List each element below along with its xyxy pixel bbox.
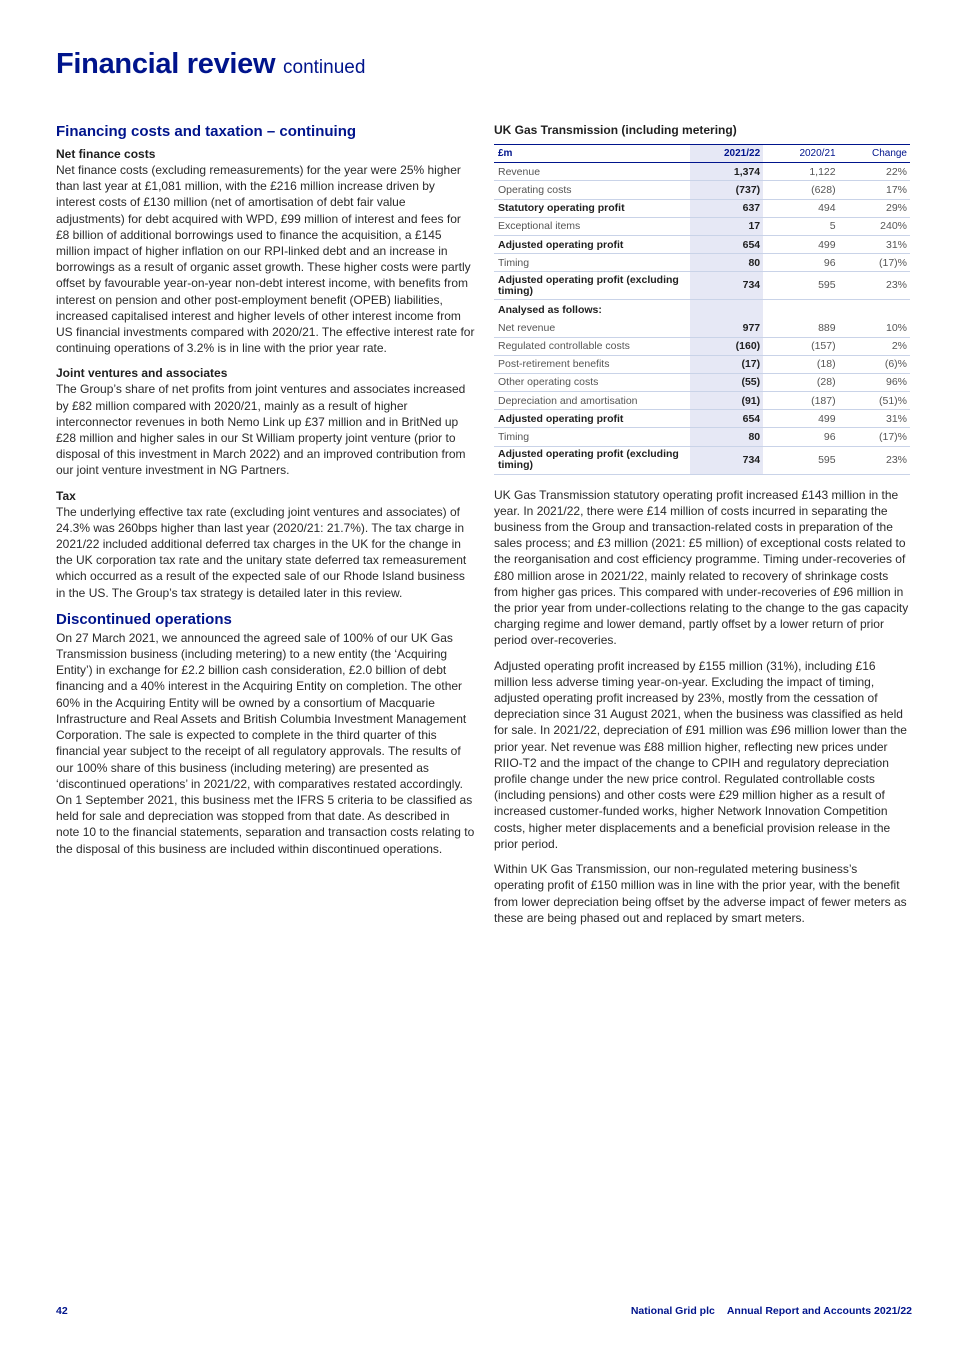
row-label: Adjusted operating profit xyxy=(494,410,690,428)
subheading-net-finance-costs: Net finance costs xyxy=(56,147,156,161)
table-row xyxy=(494,446,910,474)
cell-change: 22% xyxy=(839,163,910,181)
column-header: Change xyxy=(839,145,910,163)
table-row xyxy=(494,410,910,428)
table-row xyxy=(494,272,910,300)
cell-2020-21: (187) xyxy=(763,392,838,410)
table-row xyxy=(494,181,910,199)
cell-2021-22: (160) xyxy=(690,337,763,355)
row-label: Analysed as follows: xyxy=(498,303,602,316)
row-label: Adjusted operating profit (excluding timing) xyxy=(494,272,690,300)
cell-2021-22: 80 xyxy=(690,254,763,272)
cell-2021-22: (737) xyxy=(690,181,763,199)
section-heading-discontinued: Discontinued operations xyxy=(56,610,232,628)
cell-2020-21: 494 xyxy=(763,199,838,217)
cell-change: 96% xyxy=(839,373,910,391)
cell-change: 31% xyxy=(839,235,910,253)
page-title xyxy=(56,48,365,81)
table-row xyxy=(494,355,910,373)
cell-2021-22 xyxy=(690,300,763,320)
cell-2020-21: 499 xyxy=(763,410,838,428)
left-column xyxy=(56,122,476,866)
cell-2020-21: 1,122 xyxy=(763,163,838,181)
paragraph-net-finance-costs: Net finance costs (excluding remeasurements) for the year were 25% higher than last year at £1,081 million, with the £216 million increase driven by interest costs of £130 million (net of amortisation of debt fair value adjustments) for debt acquired with WPD, £99 million of interest and fees for £8 billion of additional borrowings used to finance the acquisition, a £145 million impact of higher inflation on our RPI-linked debt and an increase in borrowings as a result of organic asset growth. These higher costs were partly offset by favourable year-on-year non-debt interest income, with benefits from interest on pension and other post-employment benefit (OPEB) liabilities, increased capitalised interest and higher levels of other interest income from US financial investments compared with 2020/21. The effective interest rate for continuing operations of 3.2% is in line with the prior year rate. xyxy=(56,163,475,356)
row-label: Adjusted operating profit (excluding timing) xyxy=(494,446,690,474)
row-label: Timing xyxy=(494,428,690,446)
row-label: Other operating costs xyxy=(494,373,690,391)
paragraph-metering: Within UK Gas Transmission, our non-regulated metering business’s operating profit of £150 million was in line with the prior year, with the benefit from lower depreciation being offset by the adverse impact of fewer meters as these are being phased out and replaced by smart meters. xyxy=(494,862,907,925)
paragraph-discontinued: On 27 March 2021, we announced the agreed sale of 100% of our UK Gas Transmission business (including metering) to a new entity (the ‘Acquiring Entity’) in exchange for £2.2 billion cash consideration, £2.0 billion of debt financing and a 40% interest in the Acquiring Entity on completion. The other 60% in the Acquiring Entity will be owned by a consortium of Macquarie Infrastructure and Real Assets and British Columbia Investment Management Corporation. The sale is expected to complete in the third quarter of this financial year subject to the receipt of all regulatory approvals. The results of our 100% share of this business (including metering) are presented as ‘discontinued operations’ in 2021/22, with comparatives restated accordingly. On 1 September 2021, this business met the IFRS 5 criteria to be classified as held for sale and depreciation was stopped from that date. As described in note 10 to the financial statements, separation and transaction costs relating to the disposal of this business are included within discontinued operations. xyxy=(56,630,475,856)
subheading-joint-ventures: Joint ventures and associates xyxy=(56,366,228,381)
cell-change: 29% xyxy=(839,199,910,217)
cell-change: (17)% xyxy=(839,254,910,272)
cell-2020-21: (28) xyxy=(763,373,838,391)
row-label: Depreciation and amortisation xyxy=(494,392,690,410)
row-label: Revenue xyxy=(494,163,690,181)
cell-2020-21: 889 xyxy=(763,319,838,337)
column-header: 2020/21 xyxy=(763,145,838,163)
cell-change: 10% xyxy=(839,319,910,337)
page-title-continued: continued xyxy=(283,57,366,78)
row-label: Timing xyxy=(494,254,690,272)
table-subheading-row xyxy=(494,300,910,320)
row-label: Net revenue xyxy=(494,319,690,337)
table-row xyxy=(494,337,910,355)
cell-2021-22: 977 xyxy=(690,319,763,337)
table-row xyxy=(494,235,910,253)
row-label: Post-retirement benefits xyxy=(494,355,690,373)
cell-2021-22: 654 xyxy=(690,410,763,428)
gas-transmission-table xyxy=(494,144,910,475)
page-title-main: Financial review xyxy=(56,48,276,80)
cell-change: (6)% xyxy=(839,355,910,373)
table-row xyxy=(494,163,910,181)
cell-2021-22: 654 xyxy=(690,235,763,253)
cell-2020-21: 96 xyxy=(763,428,838,446)
table-row xyxy=(494,217,910,235)
footer-company: National Grid plc xyxy=(630,1305,715,1317)
cell-2020-21: 595 xyxy=(763,446,838,474)
column-header: 2021/22 xyxy=(690,145,763,163)
cell-change: 17% xyxy=(839,181,910,199)
row-label: Regulated controllable costs xyxy=(494,337,690,355)
footer-publication xyxy=(631,1305,912,1317)
cell-change: 31% xyxy=(839,410,910,428)
row-label: Adjusted operating profit xyxy=(494,235,690,253)
table-header-row xyxy=(494,145,910,163)
row-label: Exceptional items xyxy=(494,217,690,235)
paragraph-adjusted-profit: Adjusted operating profit increased by £155 million (31%), including £16 million less adverse timing year-on-year. Excluding the impact of timing, adjusted operating profit increased by 23%, mostly from the cessation of depreciation since 31 August 2021, when the business was classified as held for sale. In 2021/22, depreciation of £91 million was £96 million lower than the prior year. Net revenue was £88 million higher, reflecting new prices under RIIO-T2 and the impact of the change to CPIH and regulatory depreciation profile change under the new price control. Regulated controllable costs (including pensions) and other costs were £29 million higher as a result of increased customer-funded works, higher Network Innovation Competition costs, higher meter displacements and a beneficial provision release in the prior period. xyxy=(494,658,907,851)
paragraph-joint-ventures: The Group’s share of net profits from joint ventures and associates increased by £82 million compared with 2020/21, mainly as a result of higher interconnector revenues in both Nemo Link up £37 million and in BritNed up £28 million and higher sales in our St William property joint venture (prior to disposal of this investment in March 2022) and an improved contribution from our joint venture investment in NG Partners. xyxy=(56,382,466,478)
table-row xyxy=(494,199,910,217)
cell-2020-21 xyxy=(763,300,838,320)
column-header: £m xyxy=(494,145,690,163)
cell-2020-21: (628) xyxy=(763,181,838,199)
cell-2020-21: 96 xyxy=(763,254,838,272)
cell-2021-22: (55) xyxy=(690,373,763,391)
cell-change: 240% xyxy=(839,217,910,235)
cell-2021-22: 80 xyxy=(690,428,763,446)
table-row xyxy=(494,428,910,446)
paragraph-statutory-profit: UK Gas Transmission statutory operating profit increased £143 million in the year. In 2021/22, there were £14 million of costs incurred in separating the business from the Group and transaction-related costs in preparation of the sales process; and £3 million (2021: £5 million) of exceptional costs related to the reorganisation and cost efficiency programme. Timing under-recoveries of £80 million arose in 2021/22, mainly related to recovery of shrinkage costs from higher gas prices. This compared with under-recoveries of £96 million in the prior year from under-collections relating to the change to the gas capacity charging regime and lower demand, partly offset by a lower return of prior period over-recoveries. xyxy=(494,487,909,648)
table-row xyxy=(494,254,910,272)
table-row xyxy=(494,319,910,337)
cell-2020-21: 499 xyxy=(763,235,838,253)
table-row xyxy=(494,373,910,391)
page-number: 42 xyxy=(56,1305,68,1317)
section-heading-financing: Financing costs and taxation – continuing xyxy=(56,123,357,140)
row-label: Statutory operating profit xyxy=(494,199,690,217)
table-row xyxy=(494,392,910,410)
cell-change xyxy=(839,300,910,320)
table-title: UK Gas Transmission (including metering) xyxy=(494,123,737,137)
cell-2021-22: 1,374 xyxy=(690,163,763,181)
cell-change: 23% xyxy=(839,446,910,474)
cell-2021-22: (91) xyxy=(690,392,763,410)
cell-change: (51)% xyxy=(839,392,910,410)
cell-2020-21: (157) xyxy=(763,337,838,355)
row-label: Operating costs xyxy=(494,181,690,199)
cell-change: 23% xyxy=(839,272,910,300)
cell-2020-21: 5 xyxy=(763,217,838,235)
cell-2020-21: 595 xyxy=(763,272,838,300)
cell-change: 2% xyxy=(839,337,910,355)
cell-2021-22: 637 xyxy=(690,199,763,217)
cell-change: (17)% xyxy=(839,428,910,446)
cell-2021-22: 734 xyxy=(690,272,763,300)
cell-2021-22: 734 xyxy=(690,446,763,474)
footer-report-title: Annual Report and Accounts 2021/22 xyxy=(726,1305,912,1317)
paragraph-tax: The underlying effective tax rate (excluding joint ventures and associates) of 24.3% was 260bps higher than last year (2020/21: 21.7%). The tax charge in 2021/22 included additional deferred tax charges in the UK for the change in the UK corporation tax rate and the unitary state deferred tax remeasurement which occurred as a result of the expected sale of our Rhode Island business in the US. The Group’s tax strategy is detailed later in this review. xyxy=(56,504,467,600)
cell-2021-22: 17 xyxy=(690,217,763,235)
cell-2021-22: (17) xyxy=(690,355,763,373)
cell-2020-21: (18) xyxy=(763,355,838,373)
right-column xyxy=(494,122,910,935)
subheading-tax: Tax xyxy=(56,488,76,503)
